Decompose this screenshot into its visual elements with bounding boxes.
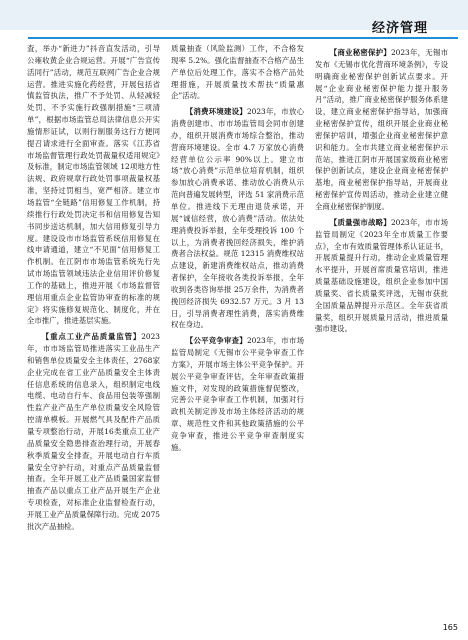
text-column-3: [315, 43, 448, 335]
section-paragraph: [315, 47, 448, 213]
page-number: 165: [442, 623, 458, 632]
section-paragraph: [171, 335, 304, 453]
paragraph-text: 2023年，市市场监管局制定《2023年全市质量工作要点》，全市有效质量管理体系认证证书，开展质量提升行动，推动企业质量管理水平提升，开展首席质量官培训，推进质量基础设施建设，组织企业参加中国质量奖、省长质量奖评选，无锡市获批全国质量品牌提升示范区。全年获省质量奖，组织开展质量月活动，推进质量强市建设。: [315, 217, 448, 334]
section-title: 经济管理: [371, 21, 428, 36]
text-column-1: [27, 43, 160, 533]
paragraph-text: 2023年，无锡市发布《无锡市优化营商环境条例》，专设明确商业秘密保护创新试点要求。开展“企业商业秘密保护能力提升服务月”活动，推广商业秘密保护服务体系建设，建立商业秘密保护指导站，加强商业秘密保护宣传，组织开展企业商业秘密保护培训，增强企业商业秘密保护意识和能力。全市共建立商业秘密保护示范站，推进江阴市开展国家级商业秘密保护创新试点，建设企业商业秘密保护基地，商业秘密保护指导站，开展商业秘密保护宣传周活动，推动企业建立健全商业秘密保护制度。: [315, 48, 448, 211]
paragraph: [171, 43, 304, 102]
paragraph-text: 2023年，市市场监管局制定《无锡市公平竞争审查工作方案》，开展市场主体公平竞争保护。开展公平竞争审查评估，全年审查政策措施文件，对发现的政策措施督促整改，完善公平竞争审查工作机制，加强对行政机关制定涉及市场主体经济活动的规章、规范性文件和其他政策措施的公平竞争审查，推进公平竞争审查制度实施。: [171, 336, 304, 452]
paragraph-text: 2023年，市市场监管局推进落实工业品生产和销售单位质量安全主体责任，2768家企业完成在省工业产品质量安全主体责任信息系统的信息录入，组织制定电线电缆、电动自行车、食品用包装等强制性监产业产品生产单位质量安全风险管控清单模板。开展燃气具及配件产品质量专项整治行动，开展16类重点工业产品质量安全隐患排查治理行动，开展春秋季质量安全排查，开展电动自行车质量安全守护行动，对重点产品质量监督抽查。全年开展工业产品质量国家监督抽查产品以重点工业产品开展生产企业专项检查，对标准企业监督检查行动，开展工业产品质量保障行动。完成 2075 批次产品抽检。: [27, 332, 160, 531]
section-heading: 【质量强市战略】: [329, 217, 391, 227]
paragraph: [27, 43, 160, 327]
paragraph-text: 质量抽查（风险监测）工作，不合格发现率 5.2%。强化监督抽查不合格产品生产单位后处理工作，落实不合格产品处理措施，开展质量技术帮扶“质量惠企”活动。: [171, 44, 304, 101]
text-column-2: [171, 43, 304, 454]
header-rule: [28, 37, 458, 39]
section-paragraph: [171, 106, 304, 331]
paragraph-text: 査，举办“新进力”抖音直发活动，引导公雍收黄企业合规运营。开展“广告宣传活同行”活动，规范互联网广告企业合规运营。推进实施化药经营，开展包括省慎监管执法，推广不予处罚、从轻减轻处罚、不予实施行政强制措施“三项清单”，根据市场监管总局法律信息公开实施情形证试，以则行制服务这行方便同提召请求进行全面审查。落实《江苏省市场监督管理行政处罚裁量权适用规定》及标准，制定市场监管领域 12项地方性法规、政府规章行政处罚事项裁量权基准，坚持过罚相当，宽严相济。建立市场监管“全链路”信用修复工作机制，持续推行行政处罚决定书和信用修复告知书同步送达机制，加大信用修复引导力度。建设设市市场监管系统信用修复在线申请通道，建立“不见面”信用修复工作机制。在江阴市市场监管系统先行先试市场监管领域违法企业信用评价修复工作的基础上，推进开展《市场监督管理信用重点企业监管协审查的标准的规定》将实施修复规范化、制度化，并在全市推广，推进基层实施。: [27, 44, 160, 326]
section-heading: 【重点工业产品质量监管】: [41, 332, 142, 342]
section-heading: 【商业秘密保护】: [329, 48, 391, 57]
section-paragraph: [315, 217, 448, 335]
section-heading: 【公平竞争审查】: [185, 336, 247, 346]
section-paragraph: [27, 331, 160, 532]
paragraph-text: 2023年，市放心消费创建市、市市场监管局会同市创建办，组织开展消费市场综合整治，推动营商环境建设。全市 4.7 万家放心消费经营单位公示率 90%以上。建立市场“放心消费”示范单位培育机制，组织参加放心消费承诺、推动放心消费从示范向普遍发展转型，评选 51 家消费示范单位。推进线下无理由退货承诺，开展“诚信经营，放心消费”活动。依法处理消费投诉举报，全年受理投诉 100 个以上，为消费者挽回经济损失，维护消费者合法权益。规范 12315 消费维权站点建设，新建消费维权站点，推动消费者保护，全年接收各类投诉举报，全年收到各类咨询举报 25万余件，为消费者挽回经济损失 6932.57 万元。3 月 13 日，引导消费者理性消费，落实消费维权在身边。: [171, 107, 304, 330]
section-heading: 【消费环境建设】: [185, 107, 247, 117]
